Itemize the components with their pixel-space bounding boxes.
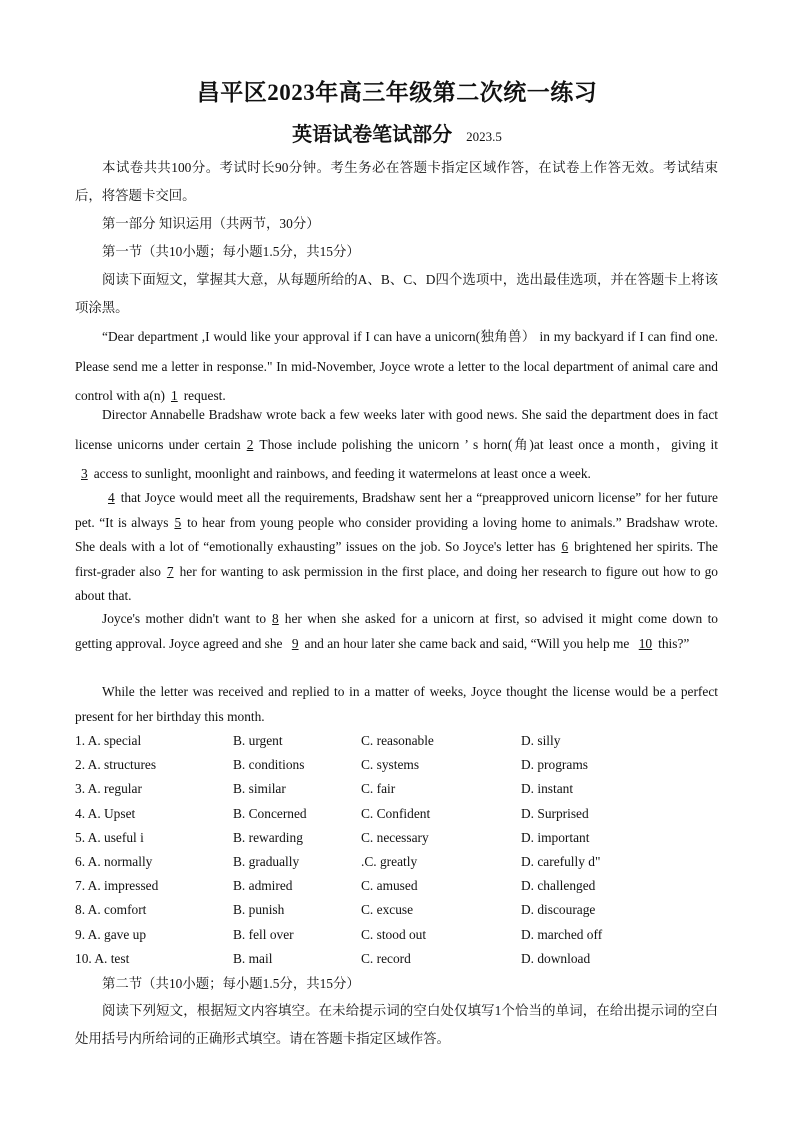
passage-text: brightened her spirits. The first-grader also [75,539,718,579]
option-b: B. urgent [233,733,283,748]
passage-paragraph-4 [75,607,718,656]
option-c: .C. greatly [361,853,418,869]
passage-paragraph-2 [75,400,718,489]
option-d: D. Surprised [521,805,589,821]
section1-directions: 阅读下面短文，掌握其大意，从每题所给的A、B、C、D四个选项中，选出最佳选项，并在答题卡上将该项涂黑。 [75,272,718,315]
option-b: B. rewarding [233,829,303,845]
blank-3: 3 [81,466,88,481]
passage-paragraph-1 [75,322,718,411]
option-d: D. programs [521,757,588,773]
section2-heading: 第二节（共10小题；每小题1.5分，共15分） [102,976,360,991]
option-row [75,802,718,826]
option-a: 10. A. test [75,950,130,966]
option-b: B. admired [233,878,293,894]
exam-title: 昌平区2023年高三年级第二次统一练习 [196,80,598,105]
blank-1: 1 [171,388,178,403]
passage-text: access to sunlight, moonlight and rainbows, and feeding it watermelons at least once a week. [93,466,591,481]
option-row [75,753,718,777]
option-a: 5. A. useful i [75,829,144,845]
passage-text: her when she asked for a unicorn at first, so advised it might come down to getting approval. Joyce agreed and she [75,611,718,651]
option-row [75,729,718,753]
part1-heading: 第一部分 知识运用（共两节，30分） [102,216,320,231]
passage-text: Director Annabelle Bradshaw wrote back a few weeks later with good news. She said the department does in fact license unicorns under certain [75,407,718,452]
passage-text: Those include polishing the unicorn ’ s horn(角)at least once a month，giving it [259,436,719,452]
option-a: 1. A. special [75,733,142,748]
option-a: 6. A. normally [75,853,153,869]
passage-text: this?” [658,635,690,651]
option-b: B. mail [233,950,273,966]
option-b: B. fell over [233,926,294,942]
option-row [75,898,718,922]
option-d: D. discourage [521,902,596,918]
option-a: 8. A. comfort [75,902,147,918]
option-c: C. necessary [361,829,429,845]
passage-paragraph-3 [75,486,718,609]
option-d: D. challenged [521,878,596,894]
option-row [75,947,718,971]
option-b: B. Concerned [233,805,307,821]
option-d: D. marched off [521,926,603,942]
option-b: B. conditions [233,757,305,773]
answer-options [75,729,718,971]
blank-5: 5 [174,514,182,530]
option-d: D. silly [521,733,561,748]
option-c: C. amused [361,878,418,894]
option-a: 2. A. structures [75,757,157,773]
option-b: B. similar [233,781,286,797]
option-b: B. punish [233,902,285,918]
option-d: D. instant [521,781,574,797]
option-d: D. carefully d" [521,853,601,869]
option-c: C. systems [361,757,420,773]
exam-subtitle [0,118,794,147]
blank-9: 9 [291,635,299,651]
blank-2: 2 [246,436,254,452]
subtitle-date: 2023.5 [466,129,502,144]
option-row [75,826,718,850]
passage-paragraph-5: While the letter was received and replied to in a matter of weeks, Joyce thought the license would be a perfect present for her birthday this month. [75,684,718,724]
blank-8: 8 [272,611,279,626]
instructions: 本试卷共共100分。考试时长90分钟。考生务必在答题卡指定区域作答，在试卷上作答无效。考试结束后，将答题卡交回。 [75,160,718,203]
option-row [75,874,718,898]
blank-7: 7 [166,563,174,579]
option-row [75,850,718,874]
option-a: 3. A. regular [75,781,142,797]
passage-text: Joyce's mother didn't want to [102,611,267,626]
passage-text: “Dear department ,I would like your approval if I can have a unicorn(独角兽） in my backyard if I can find one. Please send me a letter in response." In mid-November, Joyce wrote a letter to the local department of animal care and control with a(n) [75,329,718,403]
blank-6: 6 [561,539,569,554]
subtitle-text: 英语试卷笔试部分 [292,124,453,146]
passage-text: request. [183,388,226,403]
option-d: D. download [521,950,591,966]
passage-text: that Joyce would meet all the requirements, Bradshaw sent her a “preapproved unicorn license” for her future pet. “It is always [75,490,718,530]
section1-heading: 第一节（共10小题；每小题1.5分，共15分） [102,244,360,259]
option-a: 9. A. gave up [75,926,147,942]
option-c: C. reasonable [361,733,434,748]
option-c: C. fair [361,781,396,797]
option-row [75,923,718,947]
option-a: 4. A. Upset [75,805,136,821]
option-c: C. excuse [361,902,414,918]
option-d: D. important [521,829,590,845]
option-c: C. record [361,950,411,966]
passage-text: her for wanting to ask permission in the first place, and doing her research to figure out how to go about that. [75,563,718,603]
option-c: C. stood out [361,926,427,942]
option-b: B. gradually [233,853,300,869]
blank-4: 4 [108,490,115,505]
passage-text: and an hour later she came back and said, “Will you help me [304,635,630,651]
option-c: C. Confident [361,805,431,821]
section2-directions: 阅读下列短文，根据短文内容填空。在未给提示词的空白处仅填写1个恰当的单词，在给出提示词的空白处用括号内所给词的正确形式填空。请在答题卡指定区域作答。 [75,1003,718,1046]
option-a: 7. A. impressed [75,878,159,894]
passage-text: to hear from young people who consider providing a loving home to animals.” Bradshaw wrote. She deals with a lot of “emotionally exhausting” issues on the job. So Joyce's letter has [75,514,718,554]
blank-10: 10 [638,635,653,651]
option-row [75,777,718,801]
